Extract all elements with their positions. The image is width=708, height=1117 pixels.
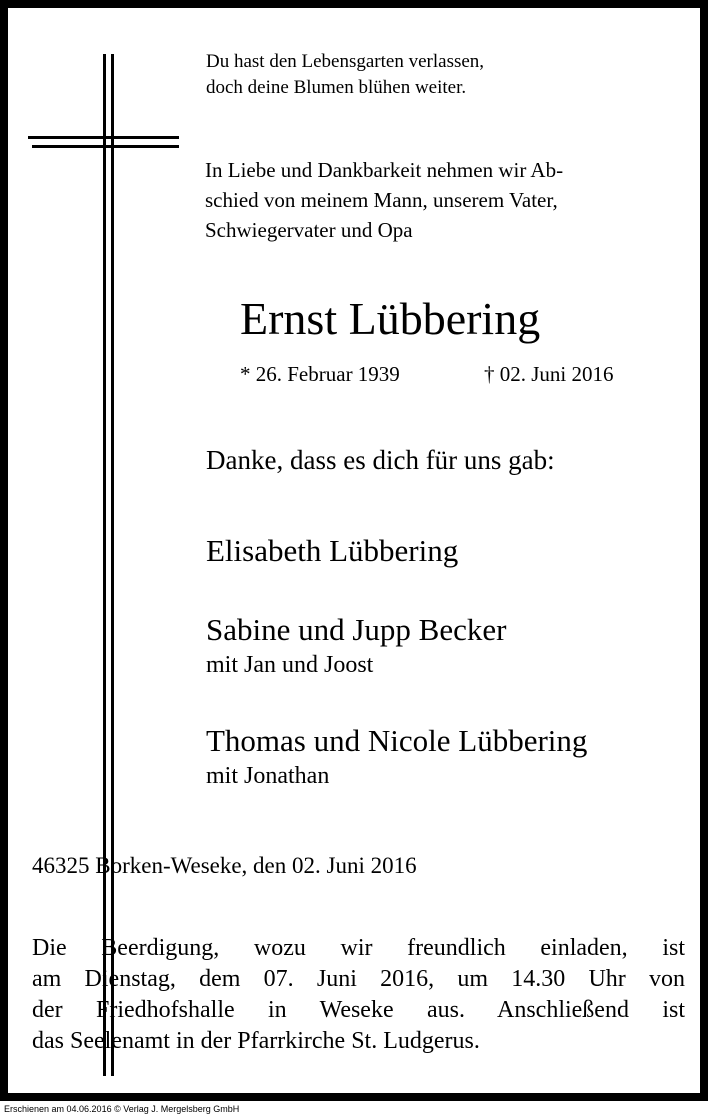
cross-icon — [28, 46, 188, 1076]
poem-line: doch deine Blumen blühen weiter. — [206, 77, 467, 98]
family-sub: mit Jan und Joost — [206, 652, 374, 678]
death-date: † 02. Juni 2016 — [484, 362, 614, 386]
publication-footer: Erschienen am 04.06.2016 © Verlag J. Mergelsberg GmbH — [4, 1104, 240, 1114]
intro-text — [205, 155, 563, 245]
place-date: 46325 Borken-Weseke, den 02. Juni 2016 — [32, 853, 417, 878]
poem-line: Du hast den Lebensgarten verlassen, — [206, 51, 485, 72]
family-name: Thomas und Nicole Lübbering — [206, 723, 588, 758]
intro-line: Schwiegervater und Opa — [205, 218, 413, 242]
intro-line: schied von meinem Mann, unserem Vater, — [205, 188, 558, 212]
funeral-line: das Seelenamt in der Pfarrkirche St. Ludgerus. — [32, 1028, 480, 1054]
funeral-notice — [32, 933, 685, 1057]
deceased-name: Ernst Lübbering — [240, 293, 541, 344]
thanks-line: Danke, dass es dich für uns gab: — [206, 445, 555, 475]
poem — [206, 49, 484, 101]
funeral-line: Die Beerdigung, wozu wir freundlich einladen, ist — [32, 935, 685, 961]
family-sub: mit Jonathan — [206, 763, 330, 789]
funeral-line: am Dienstag, dem 07. Juni 2016, um 14.30 Uhr von — [32, 966, 685, 992]
intro-line: In Liebe und Dankbarkeit nehmen wir Ab- — [205, 158, 564, 182]
birth-date: * 26. Februar 1939 — [240, 362, 400, 386]
funeral-line: der Friedhofshalle in Weseke aus. Anschließend ist — [32, 997, 685, 1023]
family-name: Elisabeth Lübbering — [206, 533, 459, 568]
family-name: Sabine und Jupp Becker — [206, 612, 507, 647]
